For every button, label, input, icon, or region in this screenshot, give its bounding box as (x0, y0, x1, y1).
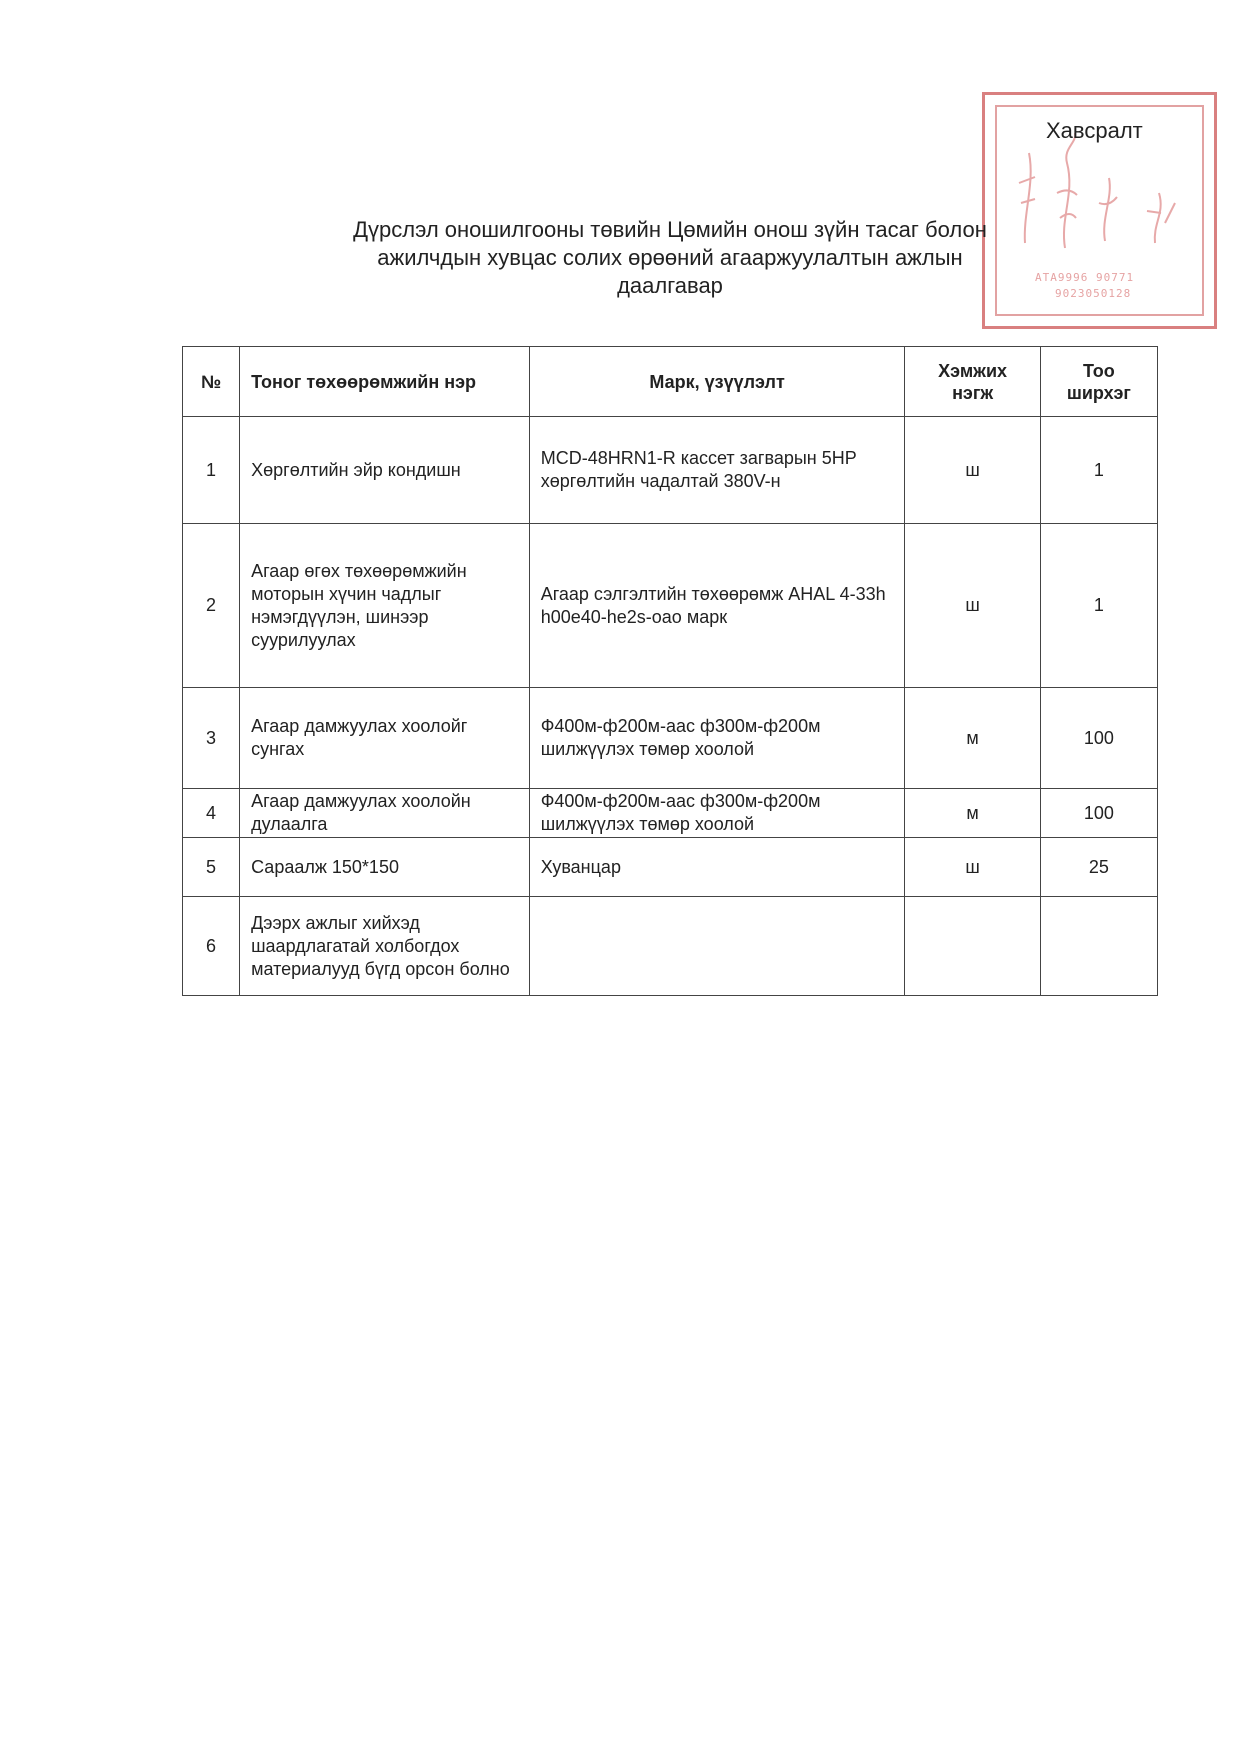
cell-name: Агаар дамжуулах хоолойг сунгах (240, 688, 530, 789)
table-row (183, 838, 1158, 897)
stamp-number-2: 9023050128 (1055, 287, 1132, 300)
specification-table (182, 346, 1158, 996)
header-qty: Тоо ширхэг (1040, 347, 1157, 417)
annex-label: Хавсралт (1046, 118, 1143, 143)
cell-spec: Хуванцар (529, 838, 905, 897)
cell-unit: м (905, 789, 1040, 838)
table-row (183, 897, 1158, 996)
table-row (183, 524, 1158, 688)
document-title (290, 216, 1050, 300)
table-row (183, 688, 1158, 789)
cell-no: 6 (183, 897, 240, 996)
table-row (183, 417, 1158, 524)
header-unit: Хэмжих нэгж (905, 347, 1040, 417)
cell-no: 5 (183, 838, 240, 897)
cell-spec: Агаар сэлгэлтийн төхөөрөмж AHAL 4-33h h00e40-he2s-оао марк (529, 524, 905, 688)
cell-name: Сараалж 150*150 (240, 838, 530, 897)
cell-qty: 1 (1040, 417, 1157, 524)
cell-no: 1 (183, 417, 240, 524)
cell-qty: 1 (1040, 524, 1157, 688)
cell-spec: Ф400м-ф200м-аас ф300м-ф200м шилжүүлэх төмөр хоолой (529, 789, 905, 838)
cell-unit: ш (905, 838, 1040, 897)
title-line-3: даалгавар (617, 273, 723, 298)
cell-spec (529, 897, 905, 996)
cell-no: 3 (183, 688, 240, 789)
header-spec: Марк, үзүүлэлт (529, 347, 905, 417)
cell-unit: ш (905, 417, 1040, 524)
cell-no: 4 (183, 789, 240, 838)
header-name: Тоног төхөөрөмжийн нэр (240, 347, 530, 417)
cell-unit (905, 897, 1040, 996)
cell-name: Агаар өгөх төхөөрөмжийн моторын хүчин чадлыг нэмэгдүүлэн, шинээр суурилуулах (240, 524, 530, 688)
cell-spec: Ф400м-ф200м-аас ф300м-ф200м шилжүүлэх төмөр хоолой (529, 688, 905, 789)
cell-unit: ш (905, 524, 1040, 688)
title-line-1: Дүрслэл оношилгооны төвийн Цөмийн онош зүйн тасаг болон (353, 217, 987, 242)
cell-qty: 100 (1040, 789, 1157, 838)
cell-name: Дээрх ажлыг хийхэд шаардлагатай холбогдох материалууд бүгд орсон болно (240, 897, 530, 996)
table-row (183, 789, 1158, 838)
cell-name: Хөргөлтийн эйр кондишн (240, 417, 530, 524)
cell-qty: 25 (1040, 838, 1157, 897)
cell-name: Агаар дамжуулах хоолойн дулаалга (240, 789, 530, 838)
cell-qty (1040, 897, 1157, 996)
cell-no: 2 (183, 524, 240, 688)
title-line-2: ажилчдын хувцас солих өрөөний агааржуулалтын ажлын (377, 245, 963, 270)
cell-qty: 100 (1040, 688, 1157, 789)
header-no: № (183, 347, 240, 417)
stamp-number-1: АТА9996 90771 (1035, 271, 1135, 284)
cell-spec: MCD-48HRN1-R кассет загварын 5HP хөргөлтийн чадалтай 380V-н (529, 417, 905, 524)
cell-unit: м (905, 688, 1040, 789)
table-header-row (183, 347, 1158, 417)
